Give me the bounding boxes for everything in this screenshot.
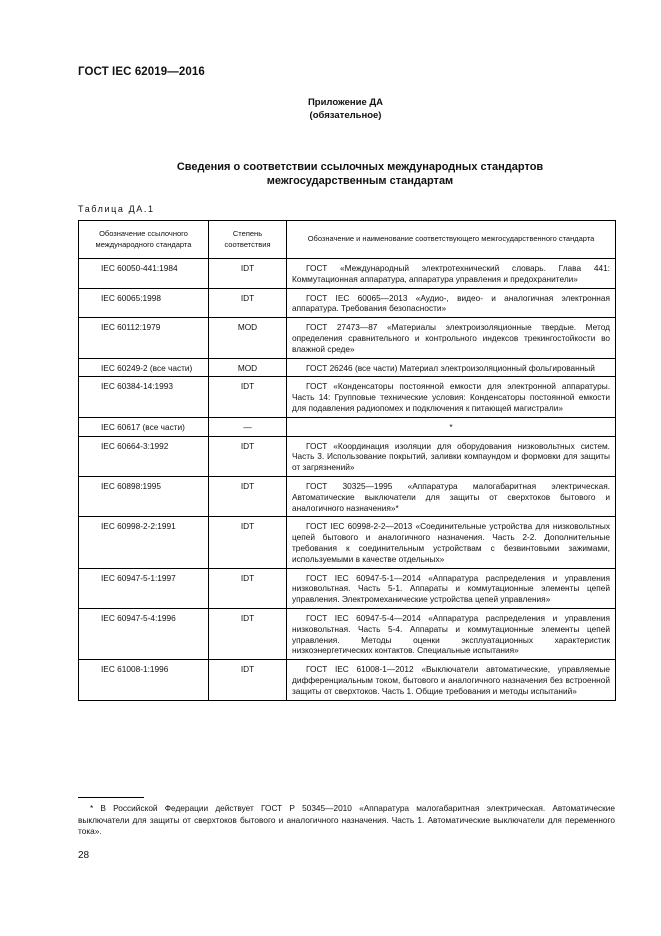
table-row <box>79 476 616 516</box>
table-row <box>79 608 616 659</box>
reference-standard-cell: IEC 60664-3:1992 <box>79 436 209 476</box>
interstate-standard-cell: ГОСТ IEC 60065—2013 «Аудио-, видео- и аналогичная электронная аппаратура. Требования безопасности» <box>287 288 616 318</box>
table-row <box>79 417 616 436</box>
interstate-standard-cell: ГОСТ IEC 60947-5-4—2014 «Аппаратура распределения и управления низковольтная. Часть 5-4. Аппараты и коммутационные элементы цепей управления. Методы оценки эксплуатационных характеристик низкоэнергетических контактов. Специальные испытания» <box>287 608 616 659</box>
degree-cell: MOD <box>209 358 287 377</box>
interstate-standard-cell: ГОСТ IEC 61008-1—2012 «Выключатели автоматические, управляемые дифференциальным током, бытового и аналогичного назначения без встроенной защиты от сверхтоков. Часть 1. Общие требования и методы испытаний» <box>287 660 616 700</box>
table-row <box>79 259 616 289</box>
appendix-title: Приложение ДА <box>307 97 384 108</box>
correspondence-table <box>78 220 616 701</box>
reference-standard-cell: IEC 60065:1998 <box>79 288 209 318</box>
reference-standard-cell: IEC 60947-5-4:1996 <box>79 608 209 659</box>
table-row <box>79 358 616 377</box>
header-reference-standard: Обозначение ссылочного международного стандарта <box>79 221 209 259</box>
table-row <box>79 288 616 318</box>
footnote: * В Российской Федерации действует ГОСТ Р 50345—2010 «Аппаратура малогабаритная электрическая. Автоматические выключатели для защиты от сверхтоков бытового и аналогичного назначения. Часть 1. Автоматические выключатели для переменного тока». <box>78 803 615 836</box>
header-interstate-standard: Обозначение и наименование соответствующего межгосударственного стандарта <box>287 221 616 259</box>
degree-cell: IDT <box>209 476 287 516</box>
degree-cell: IDT <box>209 660 287 700</box>
section-title-line2: межгосударственным стандартам <box>266 175 454 187</box>
table-row <box>79 660 616 700</box>
reference-standard-cell: IEC 60249-2 (все части) <box>79 358 209 377</box>
interstate-standard-cell: ГОСТ IEC 60947-5-1—2014 «Аппаратура распределения и управления низковольтная. Часть 5-1. Аппараты и коммутационные элементы цепей управления. Электромеханические устройства цепей управления» <box>287 568 616 608</box>
header-degree: Степень соответствия <box>209 221 287 259</box>
reference-standard-cell: IEC 60384-14:1993 <box>79 377 209 417</box>
reference-standard-cell: IEC 60050-441:1984 <box>79 259 209 289</box>
table-body <box>79 259 616 701</box>
degree-cell: IDT <box>209 288 287 318</box>
interstate-standard-cell: ГОСТ IEC 60998-2-2—2013 «Соединительные устройства для низковольтных цепей бытового и аналогичного назначения. Часть 2-2. Дополнительные требования к соединительным устройствам с безвинтовыми зажимами, используемыми в качестве отдельных» <box>287 517 616 568</box>
footnote-divider <box>78 797 144 798</box>
degree-cell: MOD <box>209 318 287 358</box>
section-title-line1: Сведения о соответствии ссылочных международных стандартов <box>176 161 544 173</box>
degree-cell: IDT <box>209 568 287 608</box>
interstate-standard-cell: ГОСТ 27473—87 «Материалы электроизоляционные твердые. Метод определения сравнительного и контрольного индексов трекингостойкости во влажной среде» <box>287 318 616 358</box>
table-caption: Таблица ДА.1 <box>78 204 155 214</box>
appendix-heading <box>0 96 661 122</box>
section-title <box>100 160 620 188</box>
table-row <box>79 318 616 358</box>
appendix-status: (обязательное) <box>309 110 382 121</box>
degree-cell: IDT <box>209 377 287 417</box>
interstate-standard-cell: ГОСТ 26246 (все части) Материал электроизоляционный фольгированный <box>287 358 616 377</box>
table-row <box>79 517 616 568</box>
reference-standard-cell: IEC 60898:1995 <box>79 476 209 516</box>
table-row <box>79 436 616 476</box>
table-row <box>79 568 616 608</box>
degree-cell: — <box>209 417 287 436</box>
table-row <box>79 377 616 417</box>
table-header-row <box>79 221 616 259</box>
degree-cell: IDT <box>209 259 287 289</box>
document-header: ГОСТ IEC 62019—2016 <box>78 66 205 78</box>
interstate-standard-cell: ГОСТ «Координация изоляции для оборудования низковольтных систем. Часть 3. Использование покрытий, заливки компаундом и формовки для защиты от загрязнений» <box>287 436 616 476</box>
reference-standard-cell: IEC 60947-5-1:1997 <box>79 568 209 608</box>
degree-cell: IDT <box>209 517 287 568</box>
reference-standard-cell: IEC 60112:1979 <box>79 318 209 358</box>
page-number: 28 <box>78 850 90 861</box>
reference-standard-cell: IEC 60998-2-2:1991 <box>79 517 209 568</box>
degree-cell: IDT <box>209 608 287 659</box>
interstate-standard-cell: ГОСТ «Конденсаторы постоянной емкости для электронной аппаратуры. Часть 14: Групповые технические условия: Конденсаторы постоянной емкости для подавления радиопомех и подключения к питающей магистрали» <box>287 377 616 417</box>
interstate-standard-cell: ГОСТ «Международный электротехнический словарь. Глава 441: Коммутационная аппаратура, аппаратура управления и предохранители» <box>287 259 616 289</box>
interstate-standard-cell: ГОСТ 30325—1995 «Аппаратура малогабаритная электрическая. Автоматические выключатели для защиты от сверхтоков бытового и аналогичного назначения»* <box>287 476 616 516</box>
reference-standard-cell: IEC 60617 (все части) <box>79 417 209 436</box>
interstate-standard-cell: * <box>287 417 616 436</box>
degree-cell: IDT <box>209 436 287 476</box>
reference-standard-cell: IEC 61008-1:1996 <box>79 660 209 700</box>
